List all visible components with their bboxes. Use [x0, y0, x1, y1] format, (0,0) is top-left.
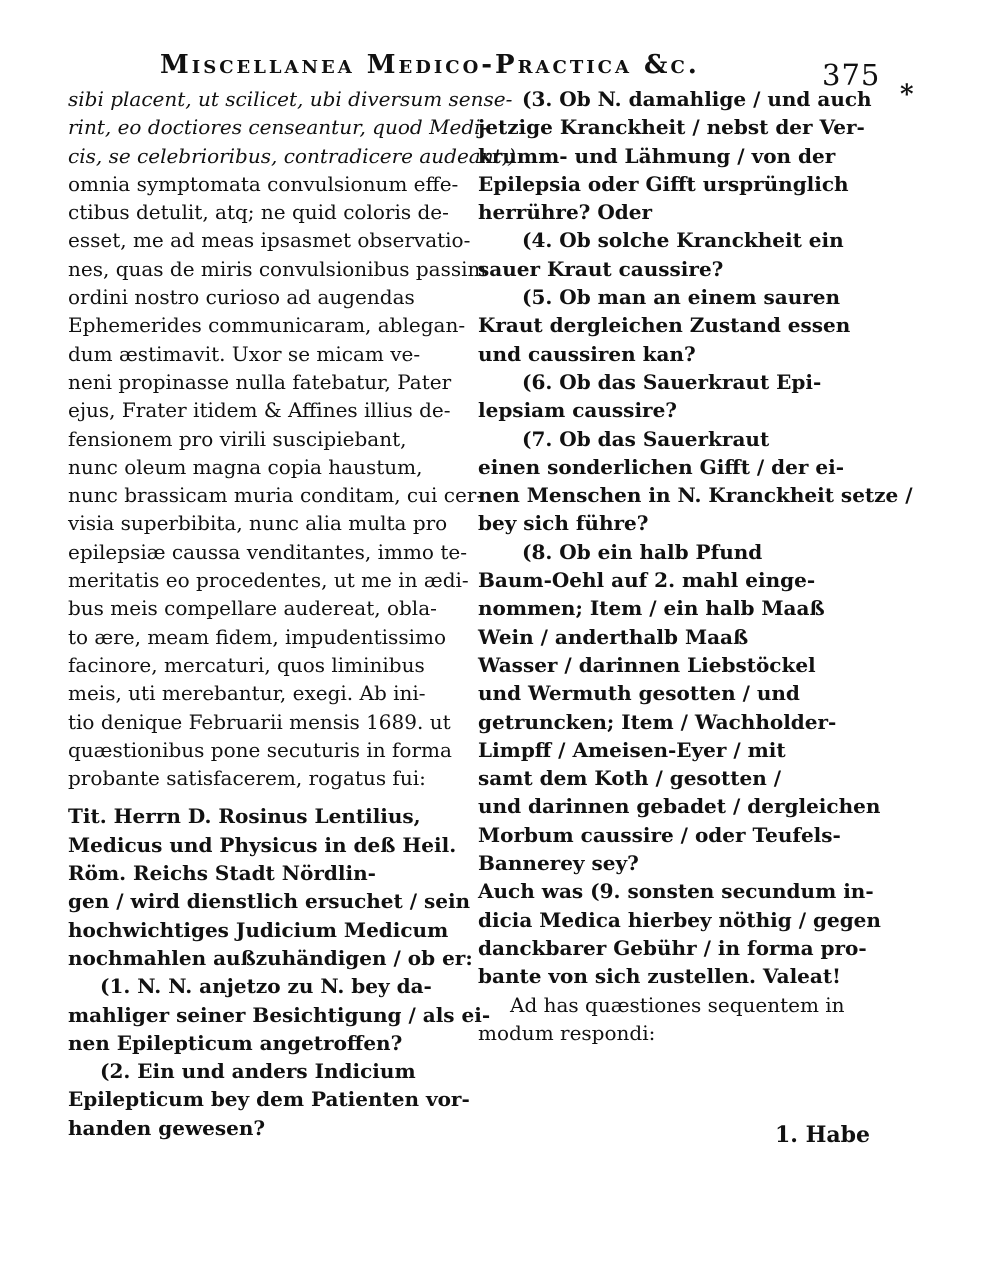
left-column-line: epilepsiæ caussa venditantes, immo te-: [68, 539, 467, 564]
margin-asterisk: *: [900, 80, 914, 110]
left-column-line: nen Epilepticum angetroffen?: [68, 1030, 403, 1055]
left-column-line: nochmahlen außzuhändigen / ob er:: [68, 945, 473, 970]
left-column-line: fensionem pro virili suscipiebant,: [68, 426, 407, 451]
right-column-line: und darinnen gebadet / dergleichen: [478, 794, 881, 819]
left-column-line: omnia symptomata convulsionum effe-: [68, 171, 459, 196]
catchword: 1. Habe: [775, 1122, 871, 1148]
right-column-line: danckbarer Gebühr / in forma pro-: [478, 935, 867, 960]
left-column-line: dum æstimavit. Uxor se micam ve-: [68, 341, 421, 366]
left-column-line: esset, me ad meas ipsasmet observatio-: [68, 228, 471, 253]
right-column-line: lepsiam caussire?: [478, 398, 678, 423]
right-column-line: Morbum caussire / oder Teufels-: [478, 822, 841, 847]
left-column-line: cis, se celebrioribus, contradicere audeant,): [68, 143, 516, 168]
page-number: 375: [822, 58, 881, 92]
right-column-line: nen Menschen in N. Kranckheit setze /: [478, 483, 913, 508]
running-title: Miscellanea Medico-Practica &c.: [160, 50, 700, 80]
left-column-line: quæstionibus pone secuturis in forma: [68, 737, 452, 762]
left-column-line: meritatis eo procedentes, ut me in ædi-: [68, 568, 469, 593]
left-column-line: nunc oleum magna copia haustum,: [68, 454, 423, 479]
left-column-line: sibi placent, ut scilicet, ubi diversum sense-: [68, 87, 513, 111]
right-column-line: Bannerey sey?: [478, 851, 639, 876]
right-column-line: Ad has quæstiones sequentem in: [510, 992, 845, 1017]
right-column-line: und caussiren kan?: [478, 341, 696, 366]
left-column-line: ejus, Frater itidem & Affines illius de-: [68, 398, 451, 423]
right-column-line: Wein / anderthalb Maaß: [478, 624, 749, 649]
left-column-line: nunc brassicam muria conditam, cui cer-: [68, 483, 484, 508]
right-column-line: modum respondi:: [478, 1020, 656, 1045]
right-column-line: (6. Ob das Sauerkraut Epi-: [522, 369, 822, 394]
right-column-line: herrühre? Oder: [478, 200, 653, 225]
left-column-line: (1. N. N. anjetzo zu N. bey da-: [100, 974, 432, 999]
left-column-line: hochwichtiges Judicium Medicum: [68, 917, 449, 942]
left-column-line: ctibus detulit, atq; ne quid coloris de-: [68, 200, 449, 225]
right-column-line: bey sich führe?: [478, 511, 649, 536]
left-column-line: nes, quas de miris convulsionibus passim: [68, 256, 487, 281]
left-column-line: Ephemerides communicaram, ablegan-: [68, 313, 466, 338]
right-column-line: Baum-Oehl auf 2. mahl einge-: [478, 568, 816, 593]
left-column-line: Tit. Herrn D. Rosinus Lentilius,: [68, 804, 421, 829]
left-column-line: Epilepticum bey dem Patienten vor-: [68, 1087, 470, 1112]
right-column-line: nommen; Item / ein halb Maaß: [478, 596, 825, 621]
left-column-line: bus meis compellare audereat, obla-: [68, 596, 437, 621]
left-column-line: gen / wird dienstlich ersuchet / sein: [68, 889, 471, 914]
left-column-line: visia superbibita, nunc alia multa pro: [68, 511, 448, 536]
right-column-line: (5. Ob man an einem sauren: [522, 285, 841, 310]
right-column-line: krumm- und Lähmung / von der: [478, 143, 836, 168]
right-column-line: (3. Ob N. damahlige / und auch: [522, 87, 872, 111]
right-column-line: sauer Kraut caussire?: [478, 256, 724, 281]
left-column-line: rint, eo doctiores censeantur, quod Medi-: [68, 115, 488, 140]
right-column-line: getruncken; Item / Wachholder-: [478, 709, 837, 734]
left-column-line: (2. Ein und anders Indicium: [100, 1059, 416, 1084]
left-column-line: probante satisfacerem, rogatus fui:: [68, 766, 426, 791]
right-column-line: bante von sich zustellen. Valeat!: [478, 964, 841, 989]
right-column-line: samt dem Koth / gesotten /: [478, 766, 782, 791]
right-column-line: Limpff / Ameisen-Eyer / mit: [478, 737, 786, 762]
right-column-line: Kraut dergleichen Zustand essen: [478, 313, 851, 338]
left-column-line: meis, uti merebantur, exegi. Ab ini-: [68, 681, 426, 706]
left-text-column: [68, 85, 516, 1142]
right-column-line: jetzige Kranckheit / nebst der Ver-: [478, 115, 865, 140]
left-column-line: neni propinasse nulla fatebatur, Pater: [68, 369, 452, 394]
right-column-line: (4. Ob solche Kranckheit ein: [522, 228, 844, 253]
left-column-line: mahliger seiner Besichtigung / als ei-: [68, 1002, 491, 1027]
left-column-line: tio denique Februarii mensis 1689. ut: [68, 709, 451, 734]
right-text-column: [478, 85, 913, 1047]
right-column-line: Wasser / darinnen Liebstöckel: [478, 652, 816, 677]
left-column-line: Medicus und Physicus in deß Heil.: [68, 832, 457, 857]
left-column-line: Röm. Reichs Stadt Nördlin-: [68, 861, 376, 886]
right-column-line: (8. Ob ein halb Pfund: [522, 539, 763, 564]
right-column-line: und Wermuth gesotten / und: [478, 681, 800, 706]
right-column-line: einen sonderlichen Gifft / der ei-: [478, 454, 845, 479]
left-column-line: to ære, meam fidem, impudentissimo: [68, 624, 446, 649]
left-column-line: facinore, mercaturi, quos liminibus: [68, 652, 425, 677]
left-column-line: ordini nostro curioso ad augendas: [68, 285, 415, 310]
right-column-line: Epilepsia oder Gifft ursprünglich: [478, 171, 849, 196]
left-column-line: handen gewesen?: [68, 1115, 266, 1140]
right-column-line: Auch was (9. sonsten secundum in-: [478, 879, 874, 904]
right-column-line: dicia Medica hierbey nöthig / gegen: [478, 907, 881, 932]
right-column-line: (7. Ob das Sauerkraut: [522, 426, 770, 451]
